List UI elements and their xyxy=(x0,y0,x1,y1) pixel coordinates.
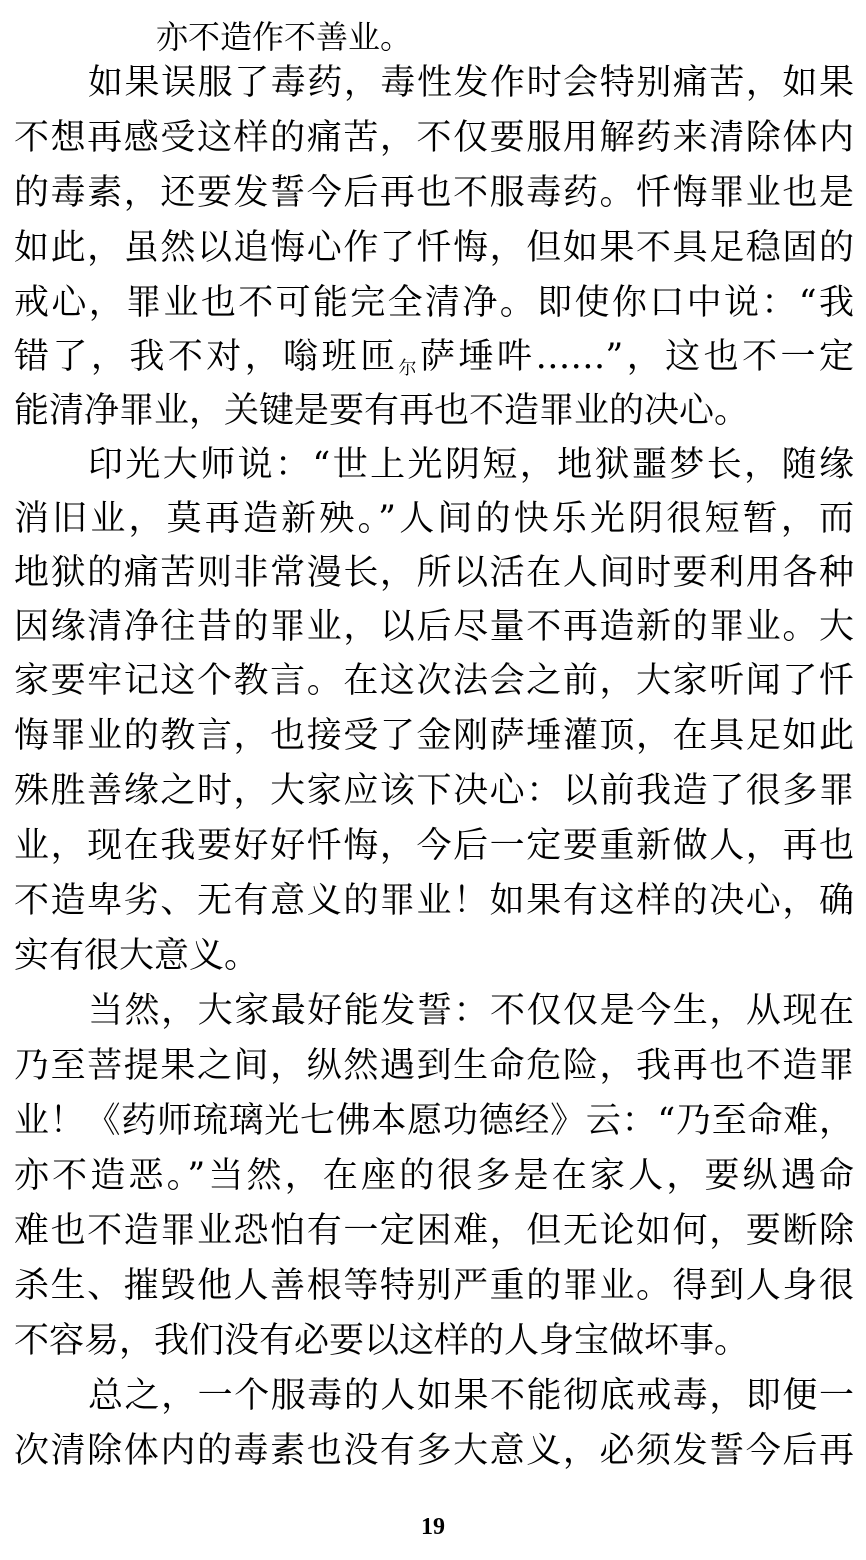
text-line xyxy=(0,330,866,384)
text-line: 家要牢记这个教言。在这次法会之前，大家听闻了忏 xyxy=(14,661,854,701)
text-line: 乃至菩提果之间，纵然遇到生命危险，我再也不造罪 xyxy=(14,1046,854,1086)
text-run: 错了，我不对，嗡班匝 xyxy=(14,337,399,377)
text-line: 如此，虽然以追悔心作了忏悔，但如果不具足稳固的 xyxy=(14,228,854,268)
text-line: 戒心，罪业也不可能完全清净。即使你口中说：“我 xyxy=(14,283,854,323)
text-line: 殊胜善缘之时，大家应该下决心：以前我造了很多罪 xyxy=(14,771,854,811)
text-line: 亦不造恶。”当然，在座的很多是在家人，要纵遇命 xyxy=(14,1156,854,1196)
paragraph-last-line: 实有很大意义。 xyxy=(14,936,260,976)
text-line: 消旧业，莫再造新殃。”人间的快乐光阴很短暂，而 xyxy=(14,499,854,539)
text-line: 次清除体内的毒素也没有多大意义，必须发誓今后再 xyxy=(14,1431,854,1471)
paragraph-last-line: 不容易，我们没有必要以这样的人身宝做坏事。 xyxy=(14,1321,750,1361)
text-line: 因缘清净往昔的罪业，以后尽量不再造新的罪业。大 xyxy=(14,607,854,647)
text-line: 杀生、摧毁他人善根等特别严重的罪业。得到人身很 xyxy=(14,1266,854,1306)
paragraph-first-line: 总之，一个服毒的人如果不能彻底戒毒，即便一 xyxy=(88,1376,854,1416)
paragraph-first-line: 印光大师说：“世上光阴短，地狱噩梦长，随缘 xyxy=(88,445,854,485)
text-line: 不造卑劣、无有意义的罪业！如果有这样的决心，确 xyxy=(14,881,854,921)
mantra-subscript: 尔 xyxy=(398,358,421,379)
text-run: 萨埵吽……”，这也不一定 xyxy=(420,337,854,377)
page-number: 19 xyxy=(421,1514,445,1540)
text-line: 悔罪业的教言，也接受了金刚萨埵灌顶，在具足如此 xyxy=(14,716,854,756)
paragraph-first-line: 如果误服了毒药，毒性发作时会特别痛苦，如果 xyxy=(88,63,854,103)
text-line: 业！《药师琉璃光七佛本愿功德经》云：“乃至命难， xyxy=(14,1101,854,1141)
text-line: 地狱的痛苦则非常漫长，所以活在人间时要利用各种 xyxy=(14,553,854,593)
text-line: 业，现在我要好好忏悔，今后一定要重新做人，再也 xyxy=(14,826,854,866)
text-line: 的毒素，还要发誓今后再也不服毒药。忏悔罪业也是 xyxy=(14,173,854,213)
text-line: 不想再感受这样的痛苦，不仅要服用解药来清除体内 xyxy=(14,118,854,158)
text-line: 亦不造作不善业。 xyxy=(156,18,413,56)
paragraph-first-line: 当然，大家最好能发誓：不仅仅是今生，从现在 xyxy=(88,991,854,1031)
text-line: 难也不造罪业恐怕有一定困难，但无论如何，要断除 xyxy=(14,1211,854,1251)
paragraph-last-line: 能清净罪业，关键是要有再也不造罪业的决心。 xyxy=(14,391,750,431)
